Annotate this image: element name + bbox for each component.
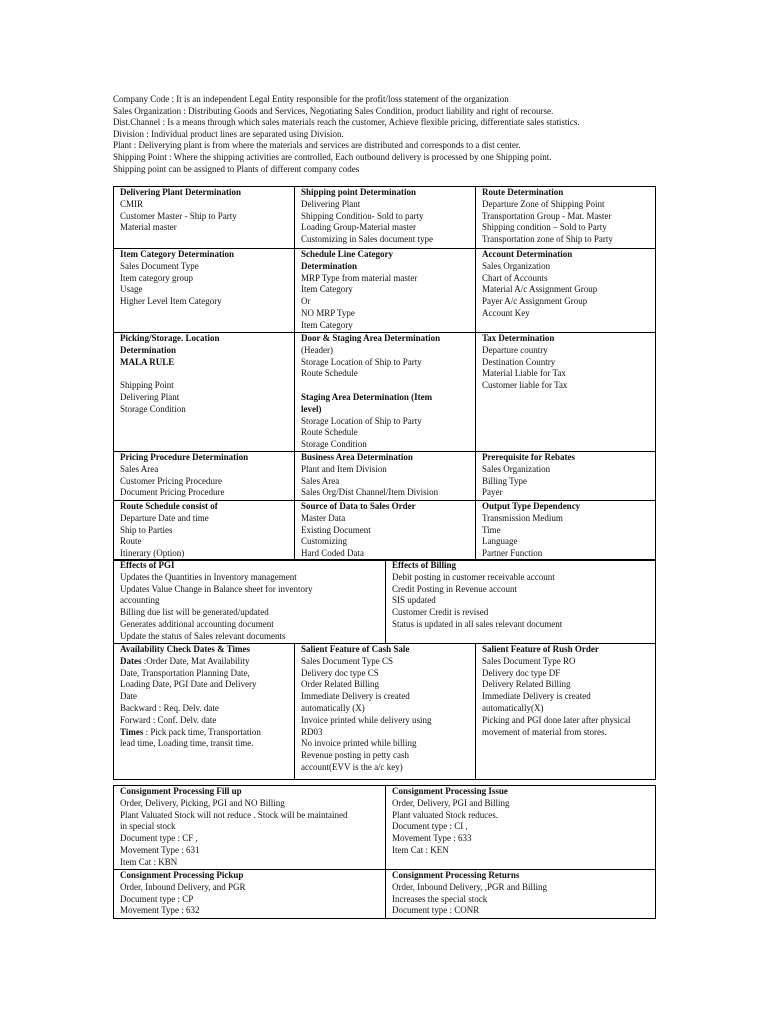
cell-title: Salient Feature of Cash Sale: [301, 644, 410, 654]
cell-title: Consignment Processing Fill up: [120, 786, 242, 796]
cell-line: Customer Credit is revised: [392, 607, 489, 618]
cell-cash-sale: [295, 644, 476, 780]
cell-pricing-procedure: [114, 452, 295, 501]
table-row: [114, 249, 656, 333]
cell-title: Tax Determination: [482, 333, 555, 343]
cell-line: Payer A/c Assignment Group: [482, 296, 588, 307]
cell-title: Account Determination: [482, 249, 573, 259]
cell-title: Determination: [301, 260, 357, 271]
cell-line: Billing due list will be generated/updated: [120, 607, 269, 618]
cell-line: Sales Organization: [482, 260, 551, 271]
cell-line: Delivering Plant: [301, 198, 361, 209]
cell-line: Departure country: [482, 344, 548, 355]
cell-line: Delivering Plant: [120, 391, 180, 402]
table-row: [114, 187, 656, 249]
cell-title: Shipping point Determination: [301, 187, 417, 197]
cell-line: Status is updated in all sales relevant document: [392, 618, 563, 629]
cell-line: [120, 727, 290, 739]
cell-line: Departure Date and time: [120, 512, 209, 523]
table-row: [114, 560, 656, 644]
cell-consignment-pickup: [114, 870, 386, 919]
cell-line: Revenue posting in petty cash: [301, 750, 409, 761]
cell-line: Shipping Condition- Sold to party: [301, 210, 424, 221]
cell-line: Sales Area: [301, 475, 340, 486]
cell-delivering-plant: [114, 187, 295, 249]
cell-line: Update the status of Sales relevant documents: [120, 630, 286, 641]
cell-line: Order, Delivery, Picking, PGI and NO Billing: [120, 797, 285, 808]
intro-line: Sales Organization : Distributing Goods and Services, Negotiating Sales Condition, product liability and right of recourse.: [113, 105, 554, 116]
cell-line: Shipping Point: [120, 380, 174, 391]
cell-line: Sales Area: [120, 463, 159, 474]
cell-line: Immediate Delivery is created: [482, 691, 591, 702]
cell-line: Material Liable for Tax: [482, 368, 566, 379]
cell-title: Effects of PGI: [120, 560, 175, 570]
cell-line: Route Schedule: [301, 427, 358, 438]
cell-title: level): [301, 403, 322, 414]
consignment-table: [113, 785, 656, 919]
cell-line: CMIR: [120, 198, 144, 209]
cell-line: Account Key: [482, 307, 530, 318]
intro-line: Company Code : It is an independent Legal Entity responsible for the profit/loss statement of the organization: [113, 94, 509, 104]
cell-line: Order, Delivery, PGI and Billing: [392, 797, 510, 808]
cell-rush-order: [476, 644, 656, 780]
cell-line: Updates the Quantities in Inventory management: [120, 571, 297, 582]
table-row: [114, 644, 656, 780]
cell-line: No invoice printed while billing: [301, 738, 417, 749]
cell-source-data: [295, 501, 476, 561]
cell-line: Plant valuated Stock reduces.: [392, 809, 498, 820]
cell-line: Date: [120, 691, 137, 702]
mala-rule: MALA RULE: [120, 356, 175, 367]
cell-line: Master Data: [301, 512, 346, 523]
cell-line: Delivery Related Billing: [482, 679, 571, 690]
cell-line: Sales Organization: [482, 463, 551, 474]
cell-title: Picking/Storage. Location: [120, 333, 220, 343]
determination-table: [113, 186, 656, 561]
cell-output-type: [476, 501, 656, 561]
cell-line: Delivery doc type DF: [482, 667, 561, 678]
cell-title: Route Schedule consist of: [120, 501, 218, 511]
cell-line: Item category group: [120, 272, 193, 283]
cell-line: Material master: [120, 222, 177, 233]
cell-line: Document type : CONR: [392, 905, 480, 916]
cell-picking-storage: [114, 333, 295, 452]
cell-title: Consignment Processing Issue: [392, 786, 508, 796]
cell-line: Sales Document Type: [120, 260, 199, 271]
cell-line: Backward : Req. Delv. date: [120, 702, 219, 713]
cell-line: Material A/c Assignment Group: [482, 284, 598, 295]
cell-line: Sales Org/Dist Channel/Item Division: [301, 487, 439, 498]
cell-title: Salient Feature of Rush Order: [482, 644, 599, 654]
intro-line: Dist.Channel : Is a means through which sales materials reach the customer, Achieve flexible pricing, differentiate sales statistics.: [113, 117, 580, 128]
cell-line: Billing Type: [482, 475, 527, 486]
cell-line: Sales Document Type RO: [482, 655, 576, 666]
cell-line: Document type : CI ,: [392, 821, 468, 832]
cell-title: Schedule Line Category: [301, 249, 393, 259]
cell-line: Picking and PGI done later after physical: [482, 714, 631, 725]
cell-line: Movement Type : 632: [120, 905, 200, 916]
dates-label: Dates: [120, 655, 142, 666]
cell-line: Order, Inbound Delivery, and PGR: [120, 881, 246, 892]
cell-schedule-line: [295, 249, 476, 333]
cell-line: Item Cat : KBN: [120, 856, 178, 867]
cell-line: Departure Zone of Shipping Point: [482, 198, 605, 209]
cell-rebates: [476, 452, 656, 501]
cell-title: Door & Staging Area Determination: [301, 333, 441, 343]
cell-title: Pricing Procedure Determination: [120, 452, 249, 462]
cell-line: Usage: [120, 284, 143, 295]
cell-consignment-issue: [386, 786, 656, 870]
cell-consignment-fillup: [114, 786, 386, 870]
cell-title: Effects of Billing: [392, 560, 456, 570]
cell-line: SIS updated: [392, 595, 436, 606]
cell-line: Loading Group-Material master: [301, 222, 416, 233]
cell-line: Route Schedule: [301, 368, 358, 379]
cell-line: Plant Valuated Stock will not reduce . Stock will be maintained: [120, 809, 348, 820]
cell-line: Transportation Group - Mat. Master: [482, 210, 612, 221]
cell-line: Movement Type : 631: [120, 844, 200, 855]
cell-shipping-point: [295, 187, 476, 249]
cell-line: Updates Value Change in Balance sheet for inventory: [120, 583, 313, 594]
cell-line: NO MRP Type: [301, 307, 355, 318]
intro-line: Plant : Deliverying plant is from where the materials and services are distributed and corresponds to a dist center.: [113, 140, 521, 151]
cell-line: Loading Date, PGI Date and Delivery: [120, 679, 257, 690]
cell-title: Output Type Dependency: [482, 501, 581, 511]
cell-title: Delivering Plant Determination: [120, 187, 241, 197]
cell-line: Generates additional accounting document: [120, 618, 274, 629]
table-row: [114, 786, 656, 870]
cell-line: Storage Location of Ship to Party: [301, 356, 422, 367]
cell-line: Partner Function: [482, 548, 543, 559]
cell-line: Document Pricing Procedure: [120, 487, 225, 498]
times-text: : Pick pack time, Transportation: [143, 726, 261, 737]
cell-line: Immediate Delivery is created: [301, 691, 410, 702]
cell-line: Route: [120, 536, 142, 547]
cell-line: Destination Country: [482, 356, 556, 367]
cell-line: Item Category: [301, 319, 353, 330]
cell-title: Item Category Determination: [120, 249, 234, 259]
table-row: [114, 501, 656, 561]
cell-line: in special stock: [120, 821, 176, 832]
cell-title: Consignment Processing Returns: [392, 870, 520, 880]
cell-line: [120, 656, 290, 668]
dates-text: :Order Date, Mat Availability: [141, 655, 250, 666]
cell-line: (Header): [301, 344, 333, 355]
cell-line: Storage Condition: [120, 403, 186, 414]
cell-line: Hard Coded Data: [301, 548, 364, 559]
cell-account-determination: [476, 249, 656, 333]
cell-line: Item Cat : KEN: [392, 844, 449, 855]
cell-line: Or: [301, 296, 311, 307]
intro-line: Division : Individual product lines are separated using Division.: [113, 128, 344, 139]
cell-line: Customizing in Sales document type: [301, 234, 433, 245]
cell-line: Order, Inbound Delivery, ,PGR and Billing: [392, 881, 548, 892]
cell-line: Invoice printed while delivery using: [301, 714, 432, 725]
cell-line: MRP Type from material master: [301, 272, 418, 283]
cell-line: Increases the special stock: [392, 893, 488, 904]
cell-line: Customer liable for Tax: [482, 380, 568, 391]
cell-line: Itinerary (Option): [120, 548, 185, 559]
cell-title: Availability Check Dates & Times: [120, 644, 250, 654]
cell-effects-pgi: [114, 560, 386, 644]
cell-line: Transmission Medium: [482, 512, 563, 523]
table-row: [114, 870, 656, 919]
cell-consignment-returns: [386, 870, 656, 919]
cell-title: Consignment Processing Pickup: [120, 870, 244, 880]
cell-line: Document type : CP: [120, 893, 194, 904]
cell-title: Prerequisite for Rebates: [482, 452, 575, 462]
cell-line: automatically(X): [482, 702, 544, 713]
cell-line: Customer Pricing Procedure: [120, 475, 222, 486]
cell-line: Language: [482, 536, 518, 547]
cell-line: Existing Document: [301, 524, 371, 535]
cell-line: accounting: [120, 595, 160, 606]
cell-line: Date, Transportation Planning Date,: [120, 667, 250, 678]
cell-line: Chart of Accounts: [482, 272, 548, 283]
cell-line: Sales Document Type CS: [301, 655, 393, 666]
cell-business-area: [295, 452, 476, 501]
cell-line: Customer Master - Ship to Party: [120, 210, 237, 221]
cell-title: Staging Area Determination (Item: [301, 391, 433, 402]
cell-line: Document type : CF ,: [120, 833, 198, 844]
intro-definitions: [113, 94, 673, 175]
cell-line: Payer: [482, 487, 503, 498]
cell-item-category: [114, 249, 295, 333]
cell-line: Delivery doc type CS: [301, 667, 379, 678]
cell-title: Business Area Determination: [301, 452, 413, 462]
cell-effects-billing: [386, 560, 656, 644]
cell-line: RD03: [301, 726, 323, 737]
cell-line: Debit posting in customer receivable account: [392, 571, 555, 582]
cell-line: Storage Location of Ship to Party: [301, 415, 422, 426]
intro-line: Shipping point can be assigned to Plants of different company codes: [113, 163, 360, 174]
cell-line: Higher Level Item Category: [120, 296, 222, 307]
cell-line: Time: [482, 524, 501, 535]
table-row: [114, 452, 656, 501]
cell-line: Storage Condition: [301, 439, 367, 450]
cell-line: Ship to Parties: [120, 524, 173, 535]
times-label: Times: [120, 726, 144, 737]
table-row: [114, 333, 656, 452]
cell-title: Determination: [120, 344, 176, 355]
cell-line: Forward : Conf. Delv. date: [120, 714, 217, 725]
cell-line: Shipping condition – Sold to Party: [482, 222, 607, 233]
cell-availability-check: [114, 644, 295, 780]
cell-title: Source of Data to Sales Order: [301, 501, 416, 511]
cell-line: Order Related Billing: [301, 679, 379, 690]
cell-route-determination: [476, 187, 656, 249]
effects-table: [113, 559, 656, 644]
cell-line: Credit Posting in Revenue account: [392, 583, 517, 594]
cell-line: lead time, Loading time, transit time.: [120, 738, 254, 749]
cell-line: Customizing: [301, 536, 348, 547]
cell-door-staging: [295, 333, 476, 452]
features-table: [113, 643, 656, 780]
cell-line: Plant and Item Division: [301, 463, 387, 474]
cell-title: Route Determination: [482, 187, 564, 197]
cell-line: automatically (X): [301, 702, 365, 713]
intro-line: Shipping Point : Where the shipping activities are controlled, Each outbound delivery is processed by one Shipping point.: [113, 151, 552, 162]
cell-tax-determination: [476, 333, 656, 452]
cell-line: Transportation zone of Ship to Party: [482, 234, 613, 245]
cell-line: account(EVV is the a/c key): [301, 761, 403, 772]
cell-route-schedule: [114, 501, 295, 561]
cell-line: movement of material from stores.: [482, 726, 607, 737]
cell-line: Item Category: [301, 284, 353, 295]
cell-line: Movement Type : 633: [392, 833, 472, 844]
